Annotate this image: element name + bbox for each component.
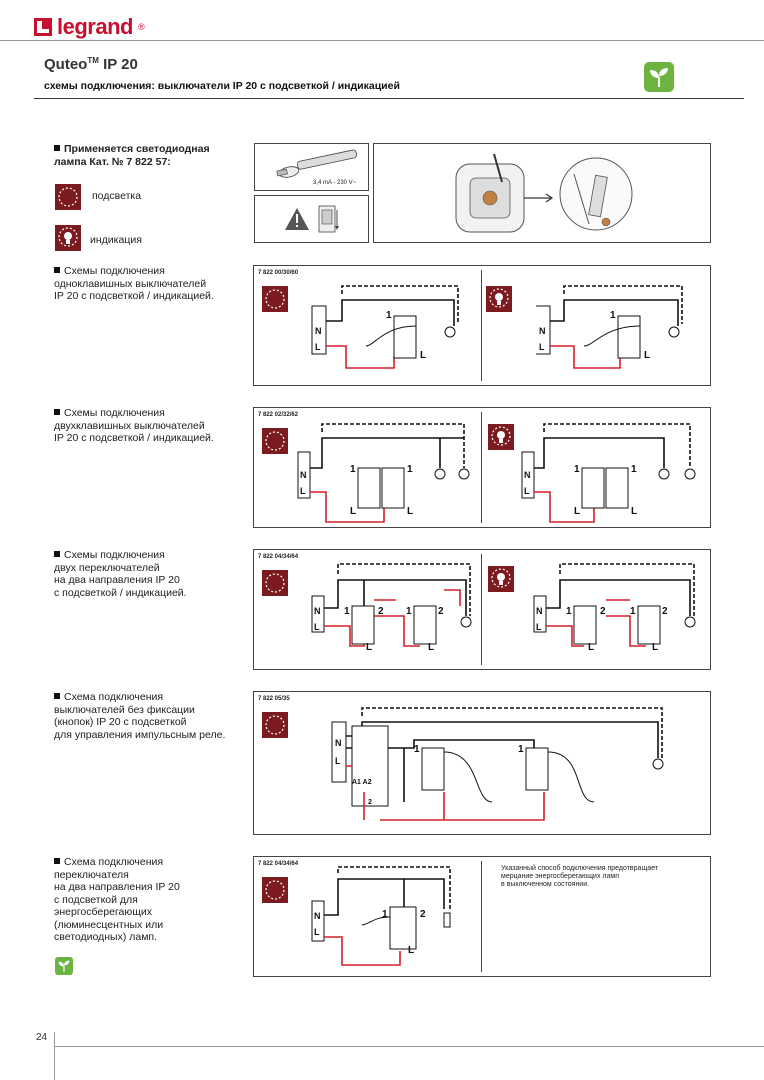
diagram-code: 7 822 02/32/62 bbox=[258, 412, 299, 418]
wiring-diagram-4 bbox=[254, 692, 710, 834]
label-n: N bbox=[315, 326, 322, 336]
svg-text:L: L bbox=[428, 642, 435, 653]
svg-text:2: 2 bbox=[378, 606, 384, 617]
svg-text:L: L bbox=[350, 506, 357, 517]
svg-text:1: 1 bbox=[350, 464, 356, 475]
section-5-text: Схема подключения переключателя на два направления IP 20 с подсветкой для энергосберегающих (люминесцентных или светодиодных) ламп. bbox=[54, 856, 180, 943]
section-4-text: Схема подключения выключателей без фиксации (кнопок) IP 20 с подсветкой для управления импульсным реле. bbox=[54, 691, 226, 741]
wiring-diagram-5 bbox=[254, 857, 481, 976]
svg-text:N: N bbox=[300, 470, 307, 480]
eco-leaf-small-icon bbox=[55, 957, 73, 975]
svg-text:L: L bbox=[366, 642, 373, 653]
svg-text:1: 1 bbox=[574, 464, 580, 475]
legend-backlight-label: подсветка bbox=[92, 190, 142, 202]
svg-text:1: 1 bbox=[407, 464, 413, 475]
lamp-spec: 3,4 mA - 230 V~ bbox=[313, 180, 357, 186]
diagram-code: 7 822 05/35 bbox=[258, 696, 290, 702]
page-subtitle: схемы подключения: выключатели IP 20 с подсветкой / индикацией bbox=[44, 80, 400, 92]
label-l: L bbox=[315, 342, 321, 352]
diagram-box-5 bbox=[253, 856, 711, 977]
warning-illustration bbox=[254, 195, 369, 243]
title-rest: IP 20 bbox=[98, 56, 138, 73]
diagram-box-3 bbox=[253, 549, 711, 670]
svg-text:1: 1 bbox=[631, 464, 637, 475]
wiring-diagram-1 bbox=[254, 266, 710, 385]
page-title bbox=[44, 56, 138, 73]
svg-text:L: L bbox=[574, 506, 581, 517]
svg-text:N: N bbox=[314, 911, 321, 921]
mounting-illustration bbox=[373, 143, 711, 243]
diagram-code: 7 822 04/34/64 bbox=[258, 861, 299, 867]
lamp-illustration bbox=[254, 143, 369, 191]
svg-text:N: N bbox=[314, 606, 321, 616]
label-l: L bbox=[420, 350, 427, 361]
svg-text:2: 2 bbox=[600, 606, 606, 617]
footer-divider bbox=[54, 1046, 764, 1047]
wiring-diagram-2 bbox=[254, 408, 710, 527]
svg-text:L: L bbox=[588, 642, 595, 653]
svg-text:L: L bbox=[314, 622, 320, 632]
svg-text:N: N bbox=[536, 606, 543, 616]
section-2-text: Схемы подключения двухклавишных выключателей IP 20 с подсветкой / индикацией. bbox=[54, 407, 214, 444]
svg-text:L: L bbox=[536, 622, 542, 632]
diagram-divider bbox=[481, 861, 482, 972]
svg-text:2: 2 bbox=[420, 909, 426, 920]
section-1-text: Схемы подключения одноклавишных выключателей IP 20 с подсветкой / индикацией. bbox=[54, 265, 214, 302]
svg-text:1: 1 bbox=[630, 606, 636, 617]
svg-text:A1 A2: A1 A2 bbox=[352, 779, 372, 786]
svg-text:L: L bbox=[407, 506, 414, 517]
svg-text:1: 1 bbox=[518, 744, 524, 755]
legend-indication-label: индикация bbox=[90, 234, 142, 246]
svg-text:L: L bbox=[652, 642, 659, 653]
svg-text:2: 2 bbox=[662, 606, 668, 617]
label-1: 1 bbox=[610, 310, 616, 321]
svg-text:L: L bbox=[524, 486, 530, 496]
diagram-code: 7 822 04/34/64 bbox=[258, 554, 299, 560]
brand-logo bbox=[34, 14, 145, 40]
energy-saving-note: Указанный способ подключения предотвращает мерцание энергосберегающих ламп в выключенном состоянии. bbox=[501, 865, 658, 888]
diagram-box-1 bbox=[253, 265, 711, 386]
svg-text:L: L bbox=[631, 506, 638, 517]
indication-icon bbox=[55, 225, 81, 251]
svg-text:1: 1 bbox=[406, 606, 412, 617]
svg-text:N: N bbox=[335, 738, 342, 748]
label-n: N bbox=[539, 326, 546, 336]
title-trademark: TM bbox=[87, 56, 99, 65]
label-1: 1 bbox=[386, 310, 392, 321]
svg-text:2: 2 bbox=[438, 606, 444, 617]
eco-leaf-icon bbox=[644, 62, 674, 92]
diagram-box-2 bbox=[253, 407, 711, 528]
label-l: L bbox=[644, 350, 651, 361]
footer-vertical-divider bbox=[54, 1032, 55, 1080]
svg-text:2: 2 bbox=[368, 799, 372, 806]
svg-text:1: 1 bbox=[414, 744, 420, 755]
lamp-note: Применяется светодиодная лампа Кат. № 7 822 57: bbox=[54, 143, 210, 168]
svg-text:1: 1 bbox=[566, 606, 572, 617]
svg-text:1: 1 bbox=[382, 909, 388, 920]
diagram-code: 7 822 00/30/60 bbox=[258, 270, 299, 276]
page-number: 24 bbox=[36, 1032, 48, 1043]
brand-registered: ® bbox=[137, 22, 145, 32]
header-divider bbox=[0, 40, 764, 41]
legrand-mark-icon bbox=[34, 18, 52, 36]
svg-text:L: L bbox=[408, 945, 415, 956]
label-l: L bbox=[539, 342, 545, 352]
title-product: Quteo bbox=[44, 56, 88, 73]
wiring-diagram-3 bbox=[254, 550, 710, 669]
backlight-icon bbox=[55, 184, 81, 210]
diagram-box-4 bbox=[253, 691, 711, 835]
svg-text:1: 1 bbox=[344, 606, 350, 617]
svg-text:L: L bbox=[335, 756, 341, 766]
section-3-text: Схемы подключения двух переключателей на два направления IP 20 с подсветкой / индикацией. bbox=[54, 549, 187, 599]
svg-text:N: N bbox=[524, 470, 531, 480]
svg-text:L: L bbox=[314, 927, 320, 937]
svg-text:L: L bbox=[300, 486, 306, 496]
brand-name: legrand bbox=[57, 14, 133, 39]
subtitle-divider bbox=[34, 98, 744, 99]
